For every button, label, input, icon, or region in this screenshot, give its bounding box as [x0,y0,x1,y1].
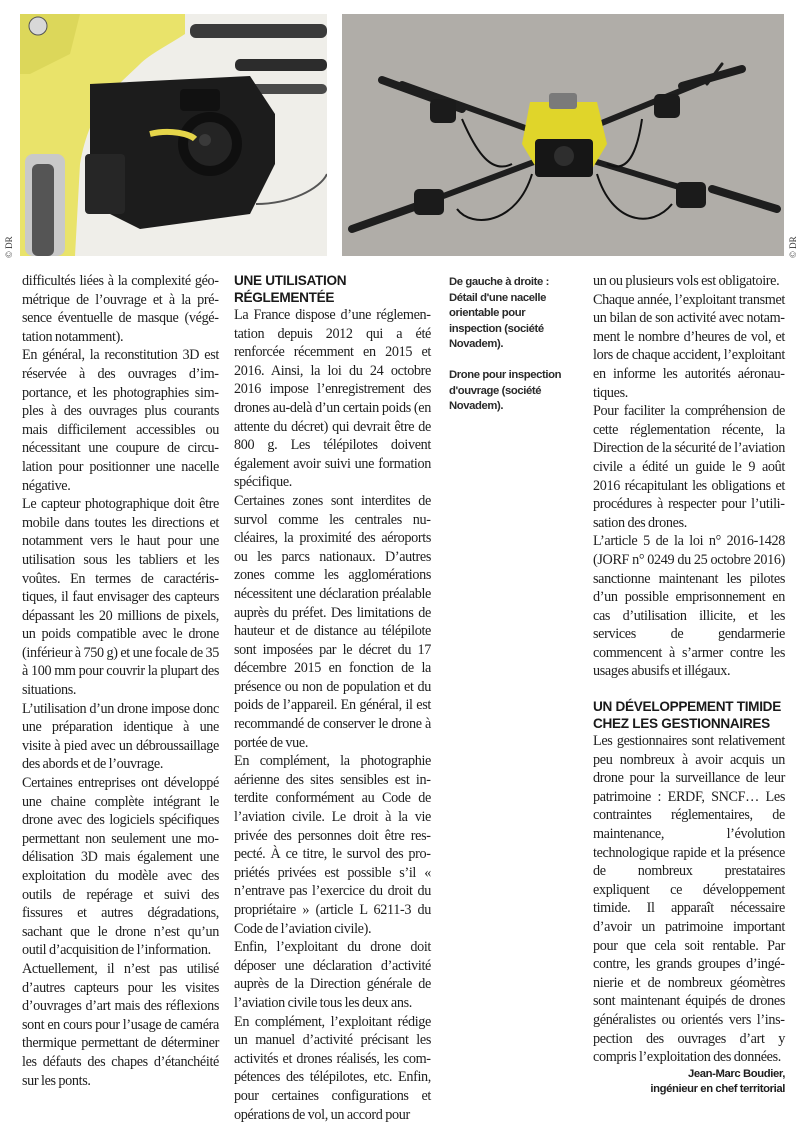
paragraph: Certaines entreprises ont développé une chaine complète intégrant le drone avec des logiciels spécifiques permettant non seulement une modélisation 3D mais également une exploitation du modèle avec des outils de repérage et suivi des fissures et autres dégradations, sachant que le drone n’est qu’un outil d’acquisition de l’information. [22,775,219,959]
paragraph: En général, la reconstitution 3D est réservée à des ouvrages d’importance, et les photographies simples à des ouvrages plus courants mais difficilement accessibles ou nécessitant une coupure de circulation pour positionner une nacelle négative. [22,347,219,494]
paragraph: Le capteur photographique doit être mobile dans toutes les directions et notamment vers le haut pour une utilisation sous les tabliers et les voûtes. En termes de caractéristiques, il faut envisager des capteurs dépassant les 20 millions de pixels, un poids compatible avec le drone (inférieur à 750 g) et une focale de 35 à 100 mm pour couvrir la plupart des situations. [22,496,219,699]
paragraph: Actuellement, il n’est pas utilisé d’autres capteurs pour les visites d’ouvrages d’art mais des réflexions sont en cours pour l’usage de caméra thermique permettant de déterminer les défauts des chapes d’étanchéité sur les ponts. [22,960,219,1089]
paragraph: Pour faciliter la compréhension de cette réglementation récente, la Direction de la sécurité de l’aviation civile a édité un guide le 9 août 2016 récapitulant les obligations et procédures à respecter pour l’utilisation des drones. [593,403,785,531]
photo-credit-left: © DR [4,236,14,258]
caption-drone: Drone pour inspection d'ouvrage (société Novadem). [449,369,562,412]
paragraph: En complément, l’exploitant rédige un manuel d’activité précisant les activités et drones réalisés, les compétences des télépilotes, etc. Enfin, pour certaines configurations et opérations de vol, un accord pour [234,1013,431,1123]
author-signature [593,1067,785,1097]
paragraph: L’article 5 de la loi n° 2016-1428 (JORF n° 0249 du 25 octobre 2016) sanctionne maintenant les pilotes d’un possible emprisonnement en cas d’utilisation illicite, et les services de gendarmerie commencent à s’armer contre les usages abusifs et illégaux. [593,533,785,680]
author-title: ingénieur en chef territorial [650,1082,785,1095]
photo-nacelle-detail [20,14,327,256]
article-column-1 [22,272,219,1090]
paragraph: Certaines zones sont interdites de survol comme les centrales nucléaires, la proximité des aéroports ou les parcs nationaux. D’autres zones comme les agglomérations nécessitent une déclaration préalable auprès du préfet. Des limitations de hauteur et de distance au télépilote sont imposées par le décret du 17 décembre 2015 en fonction de la présence ou non de population et du poids de l’appareil. En général, il est recommandé de conserver le drone à portée de vue. [234,492,431,751]
author-name: Jean-Marc Boudier, [687,1067,785,1080]
paragraph: Chaque année, l’exploitant transmet un bilan de son activité avec notamment le nombre d’heures de vol, et lors de chaque accident, l’exploitant en informe les autorités aéronautiques. [593,291,785,401]
section-heading-developpement: UN DÉVELOPPEMENT TIMIDE CHEZ LES GESTIONNAIRES [593,699,781,732]
article-column-4 [593,272,785,1097]
paragraph: Enfin, l’exploitant du drone doit déposer une déclaration d’activité auprès de la Direction générale de l’aviation civile tous les deux ans. [234,939,431,1011]
paragraph: un ou plusieurs vols est obligatoire. [593,273,780,289]
paragraph: La France dispose d’une réglementation depuis 2012 qui a été renforcée récemment en 2015 et 2016. Ainsi, la loi du 24 octobre 2016 impose l’enregistrement des drones au-delà d’un certain poids (en attente du décret) qui devrait être de 800 g. Les télépilotes doivent également avoir suivi une formation spécifique. [234,307,431,491]
caption-nacelle: De gauche à droite : Détail d'une nacelle orientable pour inspection (société Novadem). [449,276,549,350]
paragraph: difficultés liées à la complexité géométrique de l’ouvrage et à la présence éventuelle de masque (végétation notamment). [22,273,219,345]
paragraph: En complément, la photographie aérienne des sites sensibles est interdite conformément au Code de l’aviation civile. Le droit à la vie privée des personnes doit être respecté. À ce titre, le survol des propriétés privées est possible s’il « n’entrave pas l’exercice du droit du propriétaire » (article L 6211-3 du Code de l’aviation civile). [234,753,431,937]
section-heading-reglementation: UNE UTILISATION RÉGLEMENTÉE [234,273,347,305]
drone-photo-illustration [342,14,784,256]
photo-credit-right: © DR [788,236,798,258]
photo-drone [342,14,784,256]
nacelle-photo-illustration [20,14,327,256]
article-column-2 [234,272,431,1124]
photo-caption [449,275,579,430]
paragraph: L’utilisation d’un drone impose donc une préparation identique à une visite à pied avec un débroussaillage des abords et de l’ouvrage. [22,700,219,773]
paragraph: Les gestionnaires sont relativement peu nombreux à avoir acquis un drone pour la surveillance de leur patrimoine : ERDF, SNCF… Les contraintes réglementaires, de maintenance, l’évolution technologique rapide et la présence de nombreux prestataires expliquent ce développement timide. Il apparaît nécessaire d’avoir un patrimoine important pour que cela soit rentable. Par contre, les grands groupes d’ingénierie et de nombreux géomètres sont maintenant équipés de drones généralistes ou orientés vers l’inspection des ouvrages d’art y compris l’exploitation des données. [593,733,785,1066]
